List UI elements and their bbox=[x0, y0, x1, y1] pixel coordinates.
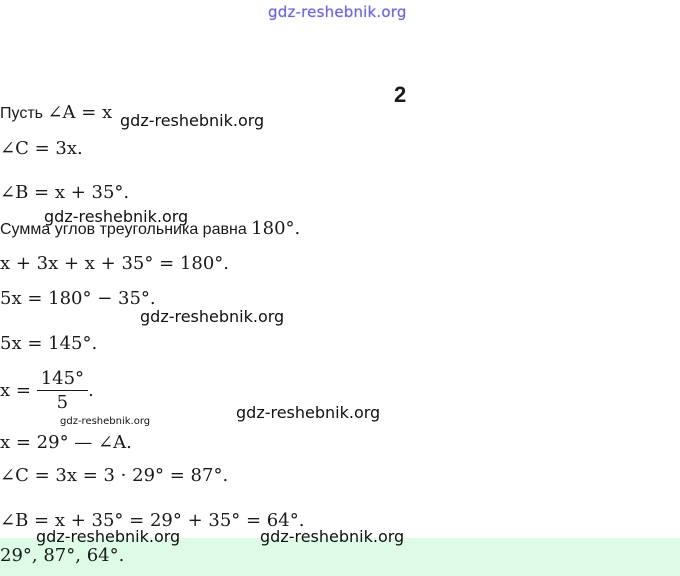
header-fragment: 2 bbox=[394, 82, 407, 107]
solution-line-4 bbox=[0, 218, 300, 239]
watermark: gdz-reshebnik.org bbox=[236, 403, 381, 422]
watermark: gdz-reshebnik.org bbox=[36, 527, 181, 546]
watermark: gdz-reshebnik.org bbox=[120, 111, 265, 130]
solution-line-8 bbox=[0, 368, 94, 413]
solution-line-1 bbox=[0, 102, 112, 123]
solution-line-9: x = 29° — ∠A. bbox=[0, 432, 132, 453]
solution-line-11: ∠B = x + 35° = 29° + 35° = 64°. bbox=[0, 510, 305, 531]
line-8-tail: . bbox=[88, 380, 94, 401]
solution-line-6: 5x = 180° − 35°. bbox=[0, 288, 156, 309]
line-1-text: Пусть bbox=[0, 105, 43, 122]
answer-value: 29°, 87°, 64°. bbox=[0, 545, 125, 566]
watermark-top: gdz-reshebnik.org bbox=[268, 3, 407, 21]
solution-line-10: ∠C = 3x = 3 · 29° = 87°. bbox=[0, 465, 229, 486]
line-4-math: 180°. bbox=[251, 218, 301, 239]
line-4-text: Сумма углов треугольника равна bbox=[0, 221, 247, 238]
watermark: gdz-reshebnik.org bbox=[140, 307, 285, 326]
line-1-math: ∠A = x bbox=[47, 102, 113, 123]
watermark: gdz-reshebnik.org bbox=[260, 527, 405, 546]
fraction bbox=[37, 368, 88, 413]
watermark-small: gdz-reshebnik.org bbox=[60, 416, 151, 427]
solution-line-5: x + 3x + x + 35° = 180°. bbox=[0, 253, 229, 274]
fraction-numerator: 145° bbox=[37, 368, 88, 391]
fraction-denominator: 5 bbox=[56, 392, 69, 413]
watermark: gdz-reshebnik.org bbox=[44, 207, 189, 226]
solution-line-2: ∠C = 3x. bbox=[0, 138, 83, 159]
line-8-lhs: x = bbox=[0, 380, 31, 401]
solution-line-7: 5x = 145°. bbox=[0, 333, 98, 354]
solution-line-3: ∠B = x + 35°. bbox=[0, 182, 130, 203]
